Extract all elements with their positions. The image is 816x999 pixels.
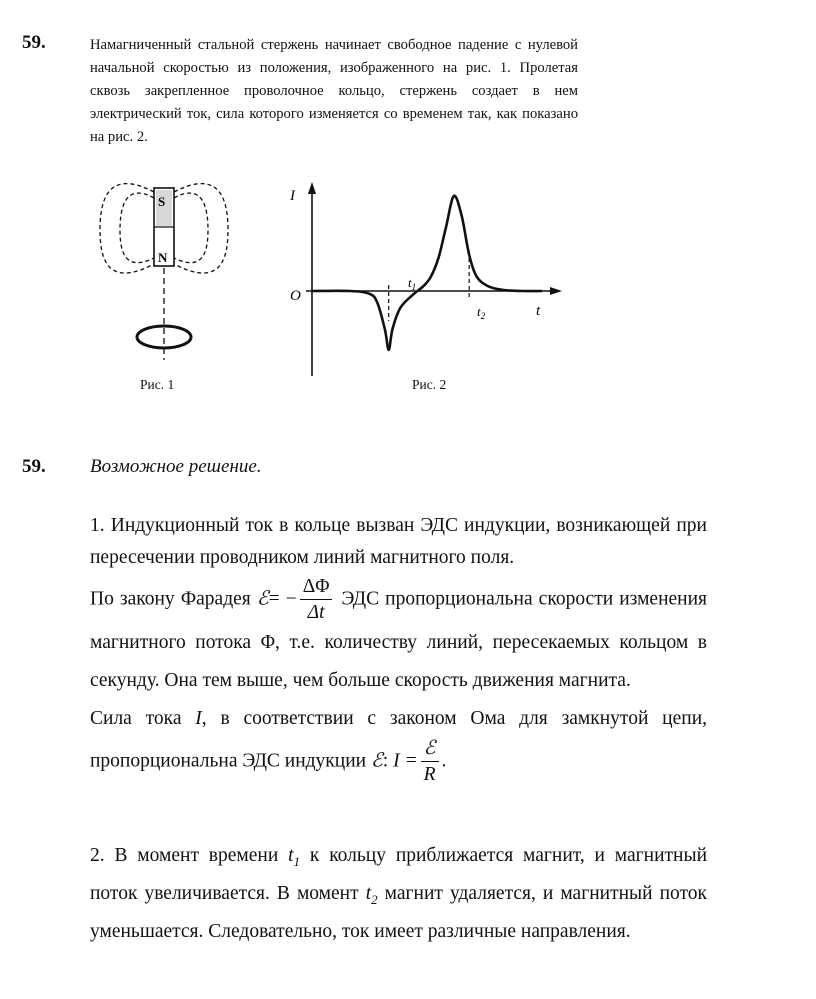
- solution-number: 59.: [22, 456, 46, 477]
- solution-paragraph-1: [90, 510, 707, 786]
- solution-paragraph-2: 2. В момент времени $t_1$ к кольцу приближается магнит, и магнитный поток увеличивается. В момент $t_2$ магнит удаляется, и магнитный поток уменьшается. Следовательно, ток имеет различные направления.: [90, 845, 708, 942]
- p1-faraday: По закону Фарадея ℰ= − $\frac{\Delta\Phi}{\Delta t}$ ЭДС пропорциональна скорости изменения магнитного потока Φ, т.е. количеству линий, пересекаемых кольцом в секунду. Она тем выше, чем больше скорость движения магнита.: [90, 576, 708, 691]
- problem-text: Намагниченный стальной стержень начинает свободное падение с нулевой начальной скоростью из положения, изображенного на рис. 1. Пролетая сквозь закрепленное проволочное кольцо, стержень создает в нем электрический ток, сила которого изменяется со временем так, как показано на рис. 2.: [90, 37, 578, 145]
- ohm-fraction: $\frac{\text{ℰ}}{R}$: [421, 738, 439, 786]
- x-axis-arrow: [550, 287, 562, 295]
- axis-t-label: t: [536, 303, 541, 319]
- emf-symbol: ℰ: [256, 588, 269, 610]
- axis-i-label: I: [290, 188, 295, 204]
- solution-title: Возможное решение.: [90, 456, 262, 477]
- figure-2-graph: [280, 180, 570, 380]
- p1-intro: 1. Индукционный ток в кольце вызван ЭДС индукции, возникающей при пересечении проводником линий магнитного поля.: [90, 515, 707, 568]
- origin-label: O: [290, 288, 301, 304]
- t2-label: $t_2$: [477, 304, 486, 321]
- p1-ohm: Сила тока I, в соответствии с законом Ома для замкнутой цепи, пропорциональна ЭДС индукции ℰ: I = $\frac{\text{ℰ}}{R}$ .: [90, 707, 708, 786]
- figure-2-caption: Рис. 2: [412, 377, 447, 392]
- pole-s-label: S: [158, 194, 166, 209]
- figure-1-magnet: [90, 160, 260, 380]
- y-axis-arrow: [308, 182, 316, 194]
- t1-label: $t_1$: [408, 275, 417, 292]
- current-curve: [312, 196, 542, 350]
- problem-number: 59.: [22, 32, 46, 53]
- pole-n-label: N: [158, 250, 168, 265]
- faraday-fraction: $\frac{\Delta\Phi}{\Delta t}$: [300, 576, 333, 624]
- figure-1-caption: Рис. 1: [140, 377, 175, 392]
